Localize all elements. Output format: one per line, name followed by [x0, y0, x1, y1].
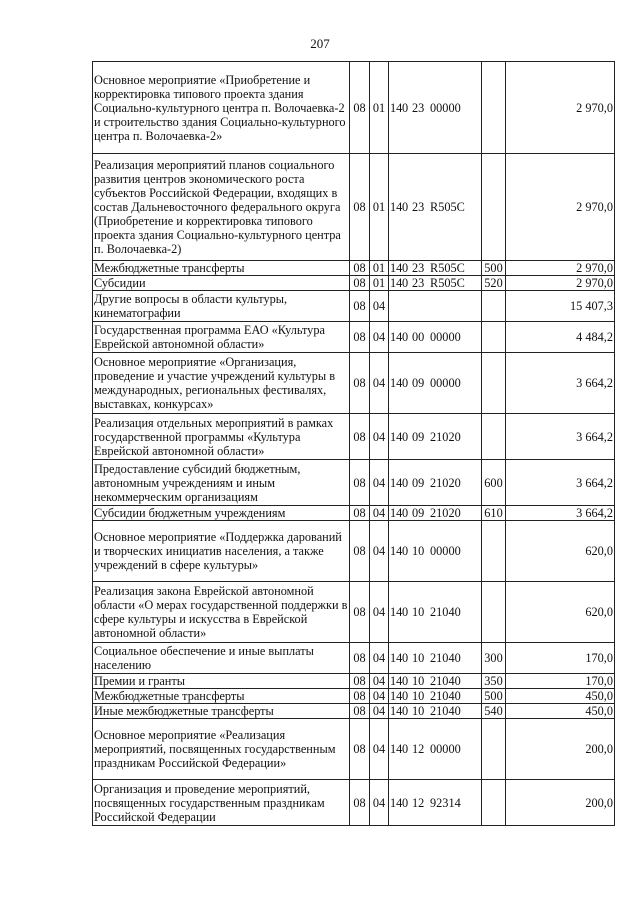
- section-code-cell: 08: [350, 643, 370, 674]
- section-code-cell: 08: [350, 353, 370, 414]
- target-article-part: 00000: [430, 330, 461, 344]
- target-article-part: 0: [402, 544, 409, 558]
- section-code-cell: 08: [350, 674, 370, 689]
- expense-type-cell: [482, 414, 506, 460]
- subsection-code-cell: 04: [370, 353, 389, 414]
- target-article-part: 10: [412, 544, 425, 558]
- table-row: [93, 506, 615, 521]
- target-article-part: 14: [390, 795, 403, 810]
- target-article-part: 0: [402, 376, 409, 390]
- section-code-cell: 08: [350, 719, 370, 780]
- expense-type-cell: 610: [482, 506, 506, 521]
- section-code-cell: 08: [350, 506, 370, 521]
- expense-type-cell: 500: [482, 261, 506, 276]
- target-article-part: 0: [402, 475, 409, 490]
- target-article-part: 23: [412, 100, 425, 115]
- table-row: [93, 154, 615, 261]
- expense-type-cell: [482, 154, 506, 261]
- row-name-cell: Премии и гранты: [93, 674, 350, 689]
- target-article-part: 14: [390, 330, 403, 344]
- row-name-cell: Субсидии бюджетным учреждениям: [93, 506, 350, 521]
- expense-type-cell: [482, 719, 506, 780]
- target-article-cell: [389, 353, 482, 414]
- target-article-part: 21040: [430, 689, 461, 703]
- target-article-part: 10: [412, 704, 425, 718]
- target-article-cell: [389, 689, 482, 704]
- target-article-part: 12: [412, 795, 425, 810]
- target-article-part: R505C: [430, 276, 465, 290]
- subsection-code-cell: 04: [370, 704, 389, 719]
- target-article-part: 14: [390, 674, 403, 688]
- target-article-part: 14: [390, 200, 403, 214]
- row-name-cell: Основное мероприятие «Организация, проведение и участие учреждений культуры в международных, региональных фестивалях, выставках, конкурсах»: [93, 353, 350, 414]
- amount-cell: 4 484,2: [506, 322, 615, 353]
- target-article-part: 23: [412, 200, 425, 214]
- target-article-cell: [389, 643, 482, 674]
- target-article-part: 0: [402, 651, 409, 665]
- amount-cell: 200,0: [506, 780, 615, 826]
- target-article-cell: [389, 506, 482, 521]
- amount-cell: 2 970,0: [506, 62, 615, 154]
- target-article-cell: [389, 719, 482, 780]
- row-name-cell: Реализация мероприятий планов социального развития центров экономического роста субъектов Российской Федерации, входящих в состав Дальневосточного федерального округа (Приобретение и корректировка типового проекта здания Социально-культурного центра п. Волочаевка-2): [93, 154, 350, 261]
- table-row: [93, 291, 615, 322]
- target-article-part: R505C: [430, 261, 465, 275]
- table-row: [93, 719, 615, 780]
- amount-cell: 3 664,2: [506, 414, 615, 460]
- section-code-cell: 08: [350, 582, 370, 643]
- expense-type-cell: 350: [482, 674, 506, 689]
- target-article-part: 0: [402, 795, 409, 810]
- amount-cell: 200,0: [506, 719, 615, 780]
- row-name-cell: Реализация отдельных мероприятий в рамках государственной программы «Культура Еврейской автономной области»: [93, 414, 350, 460]
- target-article-part: 14: [390, 544, 403, 558]
- target-article-part: 10: [412, 651, 425, 665]
- section-code-cell: 08: [350, 521, 370, 582]
- target-article-cell: [389, 261, 482, 276]
- budget-table-body: [93, 62, 615, 826]
- amount-cell: 3 664,2: [506, 460, 615, 506]
- target-article-part: 21040: [430, 651, 461, 665]
- target-article-part: 0: [402, 200, 409, 214]
- row-name-cell: Другие вопросы в области культуры, кинематографии: [93, 291, 350, 322]
- row-name-cell: Предоставление субсидий бюджетным, автономным учреждениям и иным некоммерческим организациям: [93, 460, 350, 506]
- table-row: [93, 353, 615, 414]
- row-name-cell: Основное мероприятие «Реализация мероприятий, посвященных государственным праздникам Российской Федерации»: [93, 719, 350, 780]
- target-article-part: 09: [412, 506, 425, 520]
- target-article-part: 14: [390, 376, 403, 390]
- target-article-part: 12: [412, 742, 425, 756]
- table-row: [93, 674, 615, 689]
- table-row: [93, 276, 615, 291]
- row-name-cell: Межбюджетные трансферты: [93, 261, 350, 276]
- section-code-cell: 08: [350, 704, 370, 719]
- row-name-cell: Межбюджетные трансферты: [93, 689, 350, 704]
- target-article-cell: [389, 704, 482, 719]
- row-name-cell: Основное мероприятие «Поддержка дарований и творческих инициатив населения, а также учреждений в сфере культуры»: [93, 521, 350, 582]
- target-article-part: 0: [402, 506, 409, 520]
- amount-cell: 3 664,2: [506, 353, 615, 414]
- expense-type-cell: [482, 521, 506, 582]
- table-row: [93, 689, 615, 704]
- subsection-code-cell: 01: [370, 154, 389, 261]
- amount-cell: 2 970,0: [506, 276, 615, 291]
- subsection-code-cell: 04: [370, 291, 389, 322]
- expense-type-cell: [482, 582, 506, 643]
- target-article-part: 09: [412, 376, 425, 390]
- target-article-part: 14: [390, 429, 403, 444]
- target-article-cell: [389, 521, 482, 582]
- section-code-cell: 08: [350, 460, 370, 506]
- target-article-part: 0: [402, 429, 409, 444]
- subsection-code-cell: 04: [370, 780, 389, 826]
- amount-cell: 450,0: [506, 689, 615, 704]
- amount-cell: 2 970,0: [506, 261, 615, 276]
- target-article-part: 23: [412, 276, 425, 290]
- target-article-part: 0: [402, 689, 409, 703]
- amount-cell: 450,0: [506, 704, 615, 719]
- target-article-cell: [389, 154, 482, 261]
- amount-cell: 15 407,3: [506, 291, 615, 322]
- row-name-cell: Государственная программа ЕАО «Культура Еврейской автономной области»: [93, 322, 350, 353]
- subsection-code-cell: 04: [370, 322, 389, 353]
- target-article-part: 00000: [430, 100, 461, 115]
- section-code-cell: 08: [350, 414, 370, 460]
- expense-type-cell: 600: [482, 460, 506, 506]
- expense-type-cell: 300: [482, 643, 506, 674]
- target-article-part: 10: [412, 674, 425, 688]
- subsection-code-cell: 04: [370, 521, 389, 582]
- target-article-part: 92314: [430, 795, 461, 810]
- target-article-cell: [389, 780, 482, 826]
- target-article-part: 14: [390, 704, 403, 718]
- target-article-part: 10: [412, 689, 425, 703]
- expense-type-cell: [482, 322, 506, 353]
- target-article-part: 10: [412, 605, 425, 619]
- section-code-cell: 08: [350, 322, 370, 353]
- target-article-part: 21040: [430, 674, 461, 688]
- page-number: 207: [310, 36, 330, 51]
- target-article-part: 0: [402, 261, 409, 275]
- target-article-part: 09: [412, 475, 425, 490]
- expense-type-cell: 520: [482, 276, 506, 291]
- target-article-part: 14: [390, 261, 403, 275]
- expense-type-cell: [482, 780, 506, 826]
- target-article-part: 21020: [430, 506, 461, 520]
- amount-cell: 620,0: [506, 521, 615, 582]
- section-code-cell: 08: [350, 689, 370, 704]
- section-code-cell: 08: [350, 276, 370, 291]
- section-code-cell: 08: [350, 780, 370, 826]
- target-article-part: 0: [402, 674, 409, 688]
- target-article-part: 14: [390, 475, 403, 490]
- section-code-cell: 08: [350, 291, 370, 322]
- target-article-part: 0: [402, 276, 409, 290]
- target-article-part: 14: [390, 100, 403, 115]
- table-row: [93, 62, 615, 154]
- row-name-cell: Основное мероприятие «Приобретение и корректировка типового проекта здания Социально-культурного центра п. Волочаевка-2 и строительство здания Социально-культурного центра п. Волочаевка-2»: [93, 62, 350, 154]
- target-article-part: 23: [412, 261, 425, 275]
- row-name-cell: Субсидии: [93, 276, 350, 291]
- expense-type-cell: 540: [482, 704, 506, 719]
- subsection-code-cell: 01: [370, 62, 389, 154]
- target-article-part: 21020: [430, 475, 461, 490]
- section-code-cell: 08: [350, 261, 370, 276]
- table-row: [93, 780, 615, 826]
- target-article-part: 21020: [430, 429, 461, 444]
- amount-cell: 170,0: [506, 674, 615, 689]
- table-row: [93, 460, 615, 506]
- target-article-part: 14: [390, 506, 403, 520]
- target-article-part: 14: [390, 742, 403, 756]
- table-row: [93, 643, 615, 674]
- target-article-part: 21040: [430, 704, 461, 718]
- target-article-cell: [389, 62, 482, 154]
- table-row: [93, 704, 615, 719]
- target-article-cell: [389, 322, 482, 353]
- subsection-code-cell: 04: [370, 674, 389, 689]
- target-article-part: 21040: [430, 605, 461, 619]
- amount-cell: 3 664,2: [506, 506, 615, 521]
- section-code-cell: 08: [350, 62, 370, 154]
- target-article-part: 14: [390, 689, 403, 703]
- target-article-part: 14: [390, 605, 403, 619]
- subsection-code-cell: 04: [370, 689, 389, 704]
- amount-cell: 2 970,0: [506, 154, 615, 261]
- amount-cell: 620,0: [506, 582, 615, 643]
- expense-type-cell: 500: [482, 689, 506, 704]
- target-article-part: 00000: [430, 742, 461, 756]
- target-article-cell: [389, 291, 482, 322]
- row-name-cell: Социальное обеспечение и иные выплаты населению: [93, 643, 350, 674]
- target-article-cell: [389, 276, 482, 291]
- target-article-part: 0: [402, 100, 409, 115]
- target-article-part: 0: [402, 605, 409, 619]
- target-article-cell: [389, 460, 482, 506]
- expense-type-cell: [482, 353, 506, 414]
- row-name-cell: Организация и проведение мероприятий, посвященных государственным праздникам Российской Федерации: [93, 780, 350, 826]
- expense-type-cell: [482, 62, 506, 154]
- subsection-code-cell: 04: [370, 643, 389, 674]
- row-name-cell: Реализация закона Еврейской автономной области «О мерах государственной поддержки в сфере культуры и искусства в Еврейской автономной области»: [93, 582, 350, 643]
- subsection-code-cell: 04: [370, 719, 389, 780]
- target-article-part: 0: [402, 742, 409, 756]
- subsection-code-cell: 01: [370, 276, 389, 291]
- table-row: [93, 582, 615, 643]
- subsection-code-cell: 01: [370, 261, 389, 276]
- target-article-part: 14: [390, 651, 403, 665]
- target-article-cell: [389, 414, 482, 460]
- subsection-code-cell: 04: [370, 582, 389, 643]
- table-row: [93, 414, 615, 460]
- target-article-part: 0: [402, 330, 409, 344]
- subsection-code-cell: 04: [370, 460, 389, 506]
- expense-type-cell: [482, 291, 506, 322]
- subsection-code-cell: 04: [370, 414, 389, 460]
- target-article-part: 0: [402, 704, 409, 718]
- target-article-part: 00000: [430, 544, 461, 558]
- table-row: [93, 322, 615, 353]
- target-article-part: 00000: [430, 376, 461, 390]
- target-article-part: 00: [412, 330, 425, 344]
- row-name-cell: Иные межбюджетные трансферты: [93, 704, 350, 719]
- table-row: [93, 521, 615, 582]
- budget-table: [92, 61, 615, 826]
- amount-cell: 170,0: [506, 643, 615, 674]
- target-article-part: 09: [412, 429, 425, 444]
- table-row: [93, 261, 615, 276]
- target-article-part: 14: [390, 276, 403, 290]
- target-article-cell: [389, 674, 482, 689]
- section-code-cell: 08: [350, 154, 370, 261]
- target-article-part: R505C: [430, 200, 465, 214]
- subsection-code-cell: 04: [370, 506, 389, 521]
- target-article-cell: [389, 582, 482, 643]
